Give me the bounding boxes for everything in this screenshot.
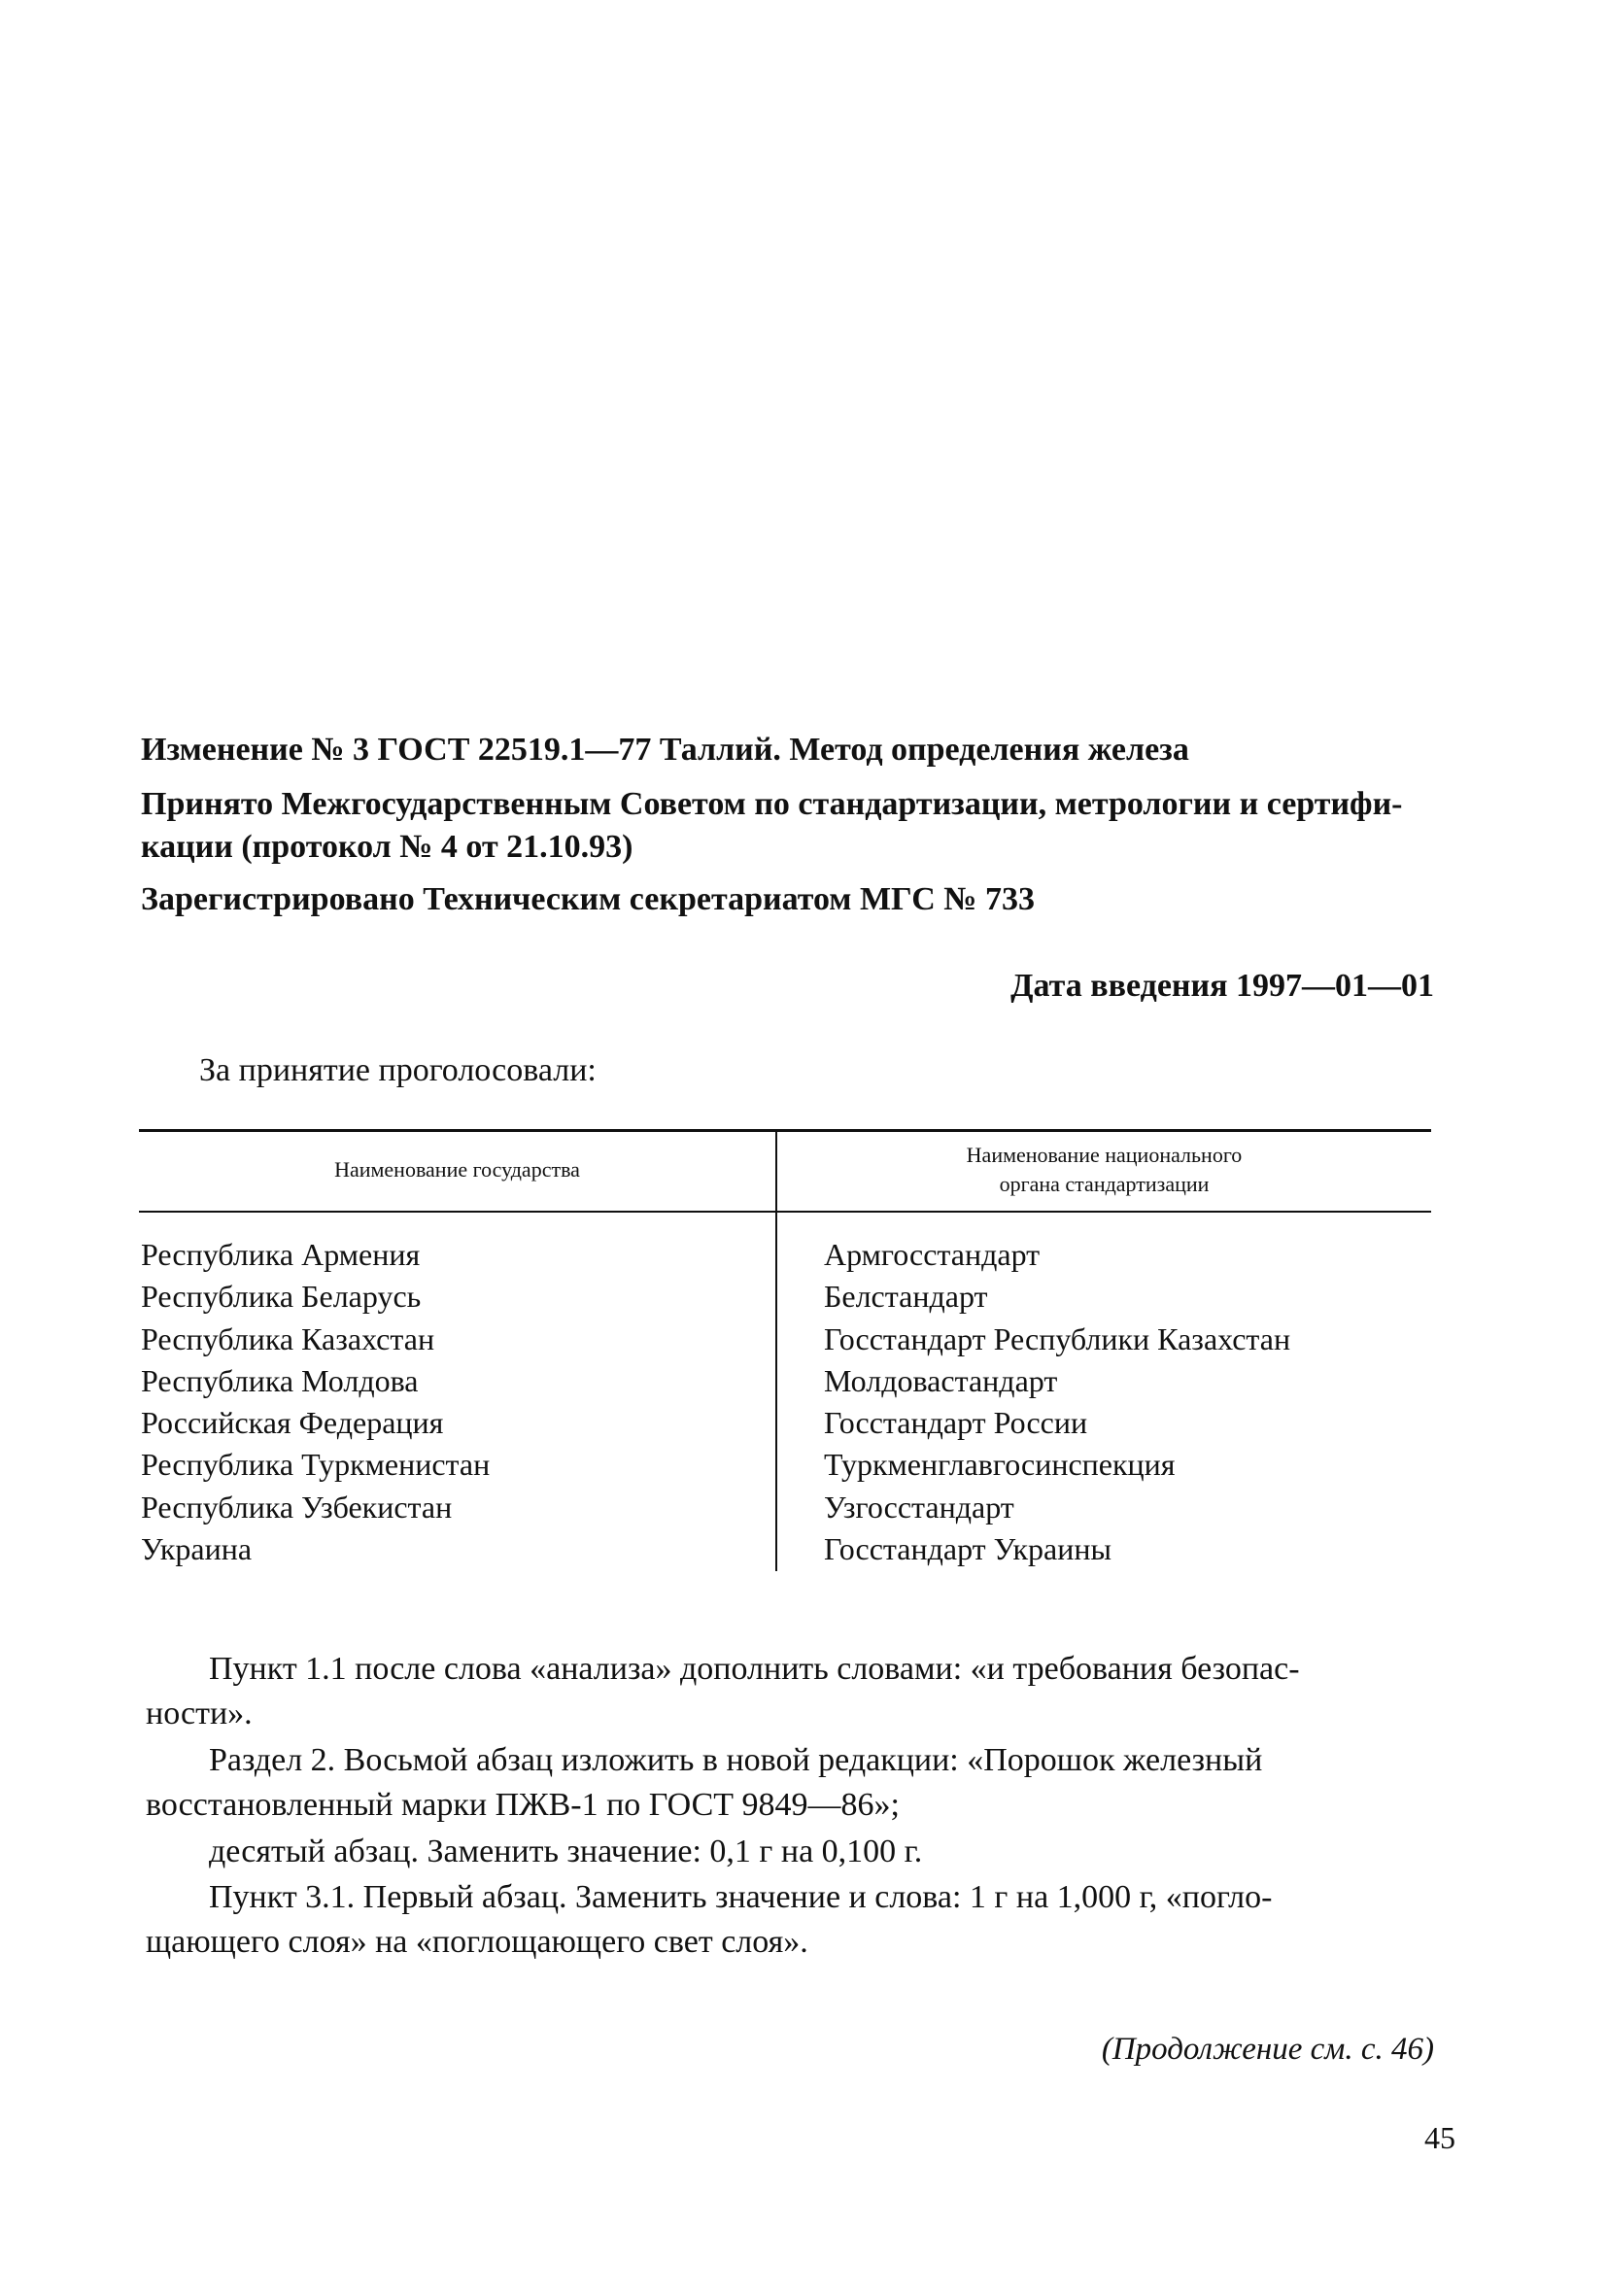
table-row-body: Молдовастандарт — [824, 1362, 1058, 1398]
table-row-body: Белстандарт — [824, 1279, 988, 1315]
paragraph-1-line-2: ности». — [146, 1696, 253, 1731]
table-row-state: Республика Армения — [141, 1237, 421, 1272]
amendment-title: Изменение № 3 ГОСТ 22519.1—77 Таллий. Метод определения железа — [141, 732, 1189, 768]
adopted-line-2: кации (протокол № 4 от 21.10.93) — [141, 829, 633, 865]
header-standards-body-line1: Наименование национального — [966, 1143, 1243, 1167]
table-row-body: Туркменглавгосинспекция — [824, 1447, 1176, 1483]
paragraph-4-line-1: Пункт 3.1. Первый абзац. Заменить значение и слова: 1 г на 1,000 г, «погло- — [209, 1879, 1273, 1915]
table-header-rule — [139, 1211, 1431, 1213]
voted-intro: За принятие проголосовали: — [199, 1052, 597, 1088]
page-number: 45 — [1424, 2120, 1455, 2155]
header-state: Наименование государства — [334, 1157, 580, 1182]
table-row-body: Армгосстандарт — [824, 1237, 1041, 1272]
table-top-rule — [139, 1129, 1431, 1132]
effective-date: Дата введения 1997—01—01 — [1010, 968, 1434, 1004]
table-row-state: Республика Казахстан — [141, 1320, 435, 1356]
table-row-body: Узгосстандарт — [824, 1489, 1014, 1525]
paragraph-1-line-1: Пункт 1.1 после слова «анализа» дополнить словами: «и требования безопас- — [209, 1651, 1300, 1687]
voting-table — [139, 1129, 1431, 1574]
continuation-note: (Продолжение см. с. 46) — [1101, 2032, 1434, 2067]
paragraph-3-line-1: десятый абзац. Заменить значение: 0,1 г на 0,100 г. — [209, 1833, 923, 1869]
table-row-body: Госстандарт России — [824, 1405, 1088, 1441]
table-row-state: Украина — [141, 1531, 253, 1567]
header-standards-body — [777, 1141, 1431, 1199]
paragraph-2-line-1: Раздел 2. Восьмой абзац изложить в новой редакции: «Порошок железный — [209, 1742, 1263, 1778]
table-row-state: Республика Узбекистан — [141, 1489, 453, 1525]
adopted-line-1: Принято Межгосударственным Советом по стандартизации, метрологии и сертифи- — [141, 786, 1403, 822]
standards-body-column — [824, 1234, 1431, 1570]
registered-line: Зарегистрировано Техническим секретариатом МГС № 733 — [141, 881, 1035, 917]
table-row-state: Республика Беларусь — [141, 1279, 422, 1315]
table-row-state: Республика Молдова — [141, 1362, 419, 1398]
table-row-body: Госстандарт Республики Казахстан — [824, 1320, 1291, 1356]
table-row-state: Республика Туркменистан — [141, 1447, 491, 1483]
paragraph-2-line-2: восстановленный марки ПЖВ-1 по ГОСТ 9849—86»; — [146, 1787, 900, 1823]
table-row-body: Госстандарт Украины — [824, 1531, 1111, 1567]
header-standards-body-line2: органа стандартизации — [999, 1172, 1210, 1196]
state-column — [141, 1234, 763, 1570]
table-row-state: Российская Федерация — [141, 1405, 444, 1441]
paragraph-4-line-2: щающего слоя» на «поглощающего свет слоя». — [146, 1924, 808, 1960]
